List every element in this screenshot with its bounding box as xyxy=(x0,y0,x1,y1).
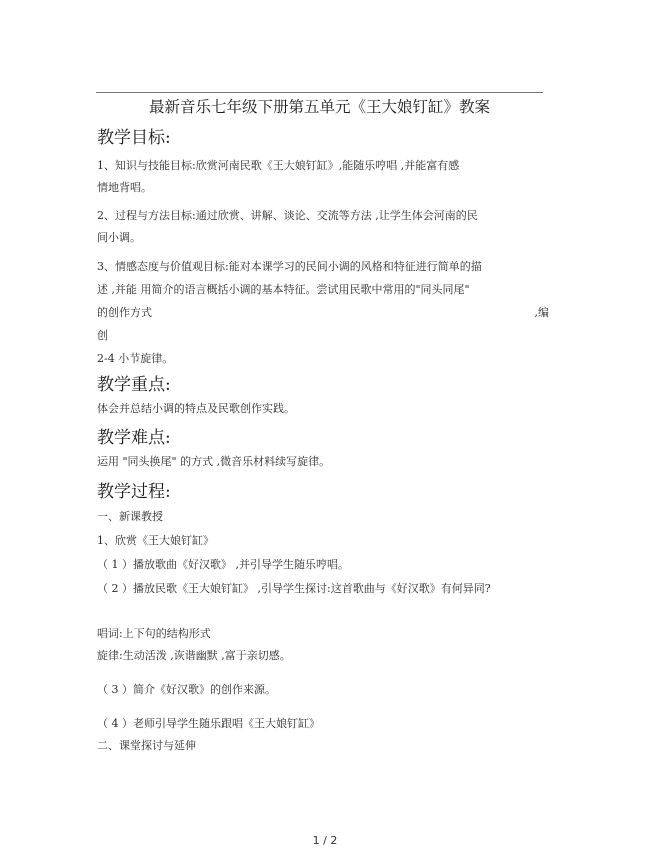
objective-3-line-3 xyxy=(97,301,549,324)
document-title: 最新音乐七年级下册第五单元《王大娘钉缸》教案 xyxy=(148,98,490,116)
objective-3-line-3-right: ,编 xyxy=(534,306,549,319)
key-points-heading: 教学重点: xyxy=(97,375,171,395)
process-sub-1: （ 1 ）播放歌曲《好汉歌》 ,并引导学生随乐哼唱。 xyxy=(97,558,349,571)
objective-1-line-1: 1、知识与技能目标:欣赏河南民歌《王大娘钉缸》,能随乐哼唱 ,并能富有感 xyxy=(97,159,460,172)
objective-2-line-1: 2、过程与方法目标:通过欣赏、讲解、谈论、交流等方法 ,让学生体会河南的民 xyxy=(97,209,478,222)
header-rule xyxy=(96,92,543,93)
process-sub-2: （ 2 ）播放民歌《王大娘钉缸》 ,引导学生探讨:这首歌曲与《好汉歌》有何异同? xyxy=(97,582,491,595)
objective-2-line-2: 间小调。 xyxy=(97,231,141,244)
process-sub-3: （ 3 ）简介《好汉歌》的创作来源。 xyxy=(97,683,276,696)
objective-3-line-2: 述 ,并能 用简介的语言概括小调的基本特征。尝试用民歌中常用的"同头同尾" xyxy=(97,283,470,296)
objective-3-line-4: 创 xyxy=(97,329,108,342)
document-body xyxy=(97,127,549,757)
process-heading: 教学过程: xyxy=(97,482,171,502)
process-step-1: 1、欣赏《王大娘钉缸》 xyxy=(97,534,214,547)
objective-3-line-3-left: 的创作方式 xyxy=(97,306,152,319)
process-lyrics: 唱词:上下句的结构形式 xyxy=(97,627,211,640)
objective-1-line-2: 情地背唱。 xyxy=(97,181,152,194)
page-number: 1 / 2 xyxy=(312,834,338,847)
key-points-text: 体会并总结小调的特点及民歌创作实践。 xyxy=(97,402,295,415)
difficulties-heading: 教学难点: xyxy=(97,428,171,448)
objectives-heading: 教学目标: xyxy=(97,128,171,148)
process-melody: 旋律:生动活泼 ,诙谐幽默 ,富于亲切感。 xyxy=(97,649,291,662)
objective-3-line-1: 3、情感态度与价值观目标:能对本课学习的民间小调的风格和特征进行简单的描 xyxy=(97,260,482,273)
process-sub-4: （ 4 ）老师引导学生随乐跟唱《王大娘钉缸》 xyxy=(97,717,320,730)
objective-3-line-5: 2-4 小节旋律。 xyxy=(97,352,174,365)
process-part-1: 一、新课教授 xyxy=(97,510,163,523)
process-part-2: 二、课堂探讨与延伸 xyxy=(97,739,196,752)
difficulties-text: 运用 "同头换尾" 的方式 ,微音乐材料续写旋律。 xyxy=(97,455,331,468)
